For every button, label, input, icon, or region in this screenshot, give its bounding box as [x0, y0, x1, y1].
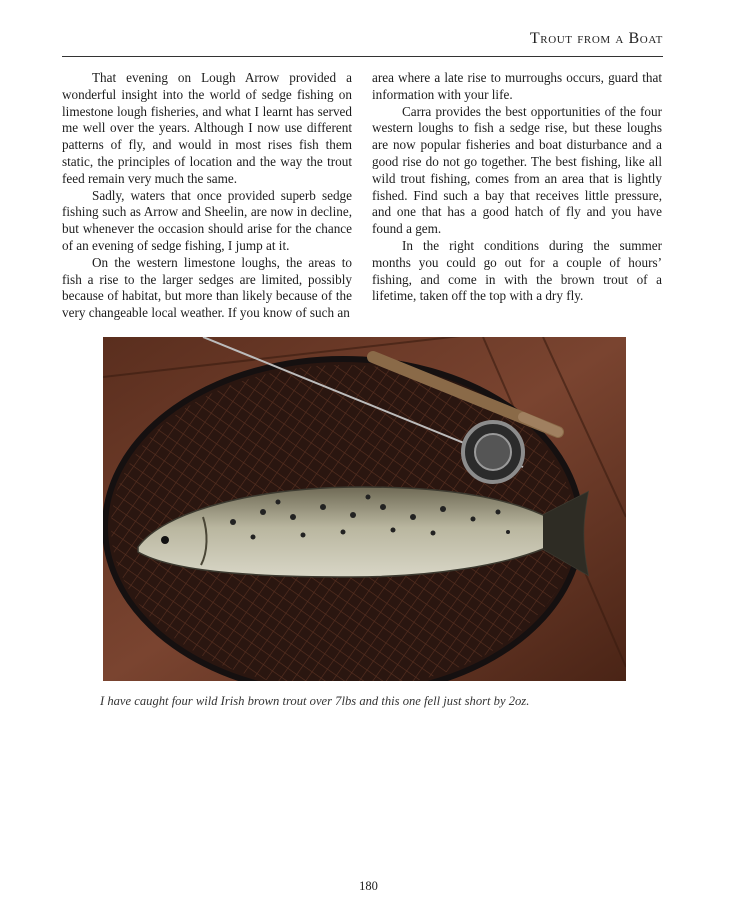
paragraph: In the right conditions during the summer months you could go out for a couple of hours’ fishing, and come in with the brown trout of a lifetime, taken off the top with a dry fly.	[372, 237, 662, 304]
running-head: Trout from a Boat	[529, 30, 663, 47]
right-column	[372, 70, 662, 305]
paragraph: area where a late rise to murroughs occurs, guard that information with your life.	[372, 70, 662, 102]
paragraph: On the western limestone loughs, the areas to fish a rise to the larger sedges are limited, possibly because of habitat, but more than likely because of the very changeable local weather. If you know of such an	[62, 254, 352, 321]
paragraph: That evening on Lough Arrow provided a wonderful insight into the world of sedge fishing on limestone lough fisheries, and what I learnt has served me well over the years. Although I now use different patterns of fly, and would in most rises fish them static, the principles of location and the way the trout feed remain very much the same.	[62, 70, 352, 186]
left-column	[62, 70, 352, 322]
paragraph: Carra provides the best opportunities of the four western loughs to fish a sedge rise, but these loughs are now popular fisheries and boat disturbance and a good rise do not go together. The best fishing, like all wild trout fishing, comes from an area that is lightly fished. Find such a bay that receives little pressure, and one that has a good hatch of fly and you have found a gem.	[372, 103, 662, 237]
figure-caption: I have caught four wild Irish brown trout over 7lbs and this one fell just short by 2oz.	[100, 694, 530, 708]
paragraph: Sadly, waters that once provided superb sedge fishing such as Arrow and Sheelin, are now in decline, but whenever the occasion should arise for the chance of an evening of sedge fishing, I jump at it.	[62, 187, 352, 253]
page-number: 180	[359, 879, 378, 893]
trout-photograph	[103, 337, 626, 681]
header-rule	[62, 56, 663, 57]
